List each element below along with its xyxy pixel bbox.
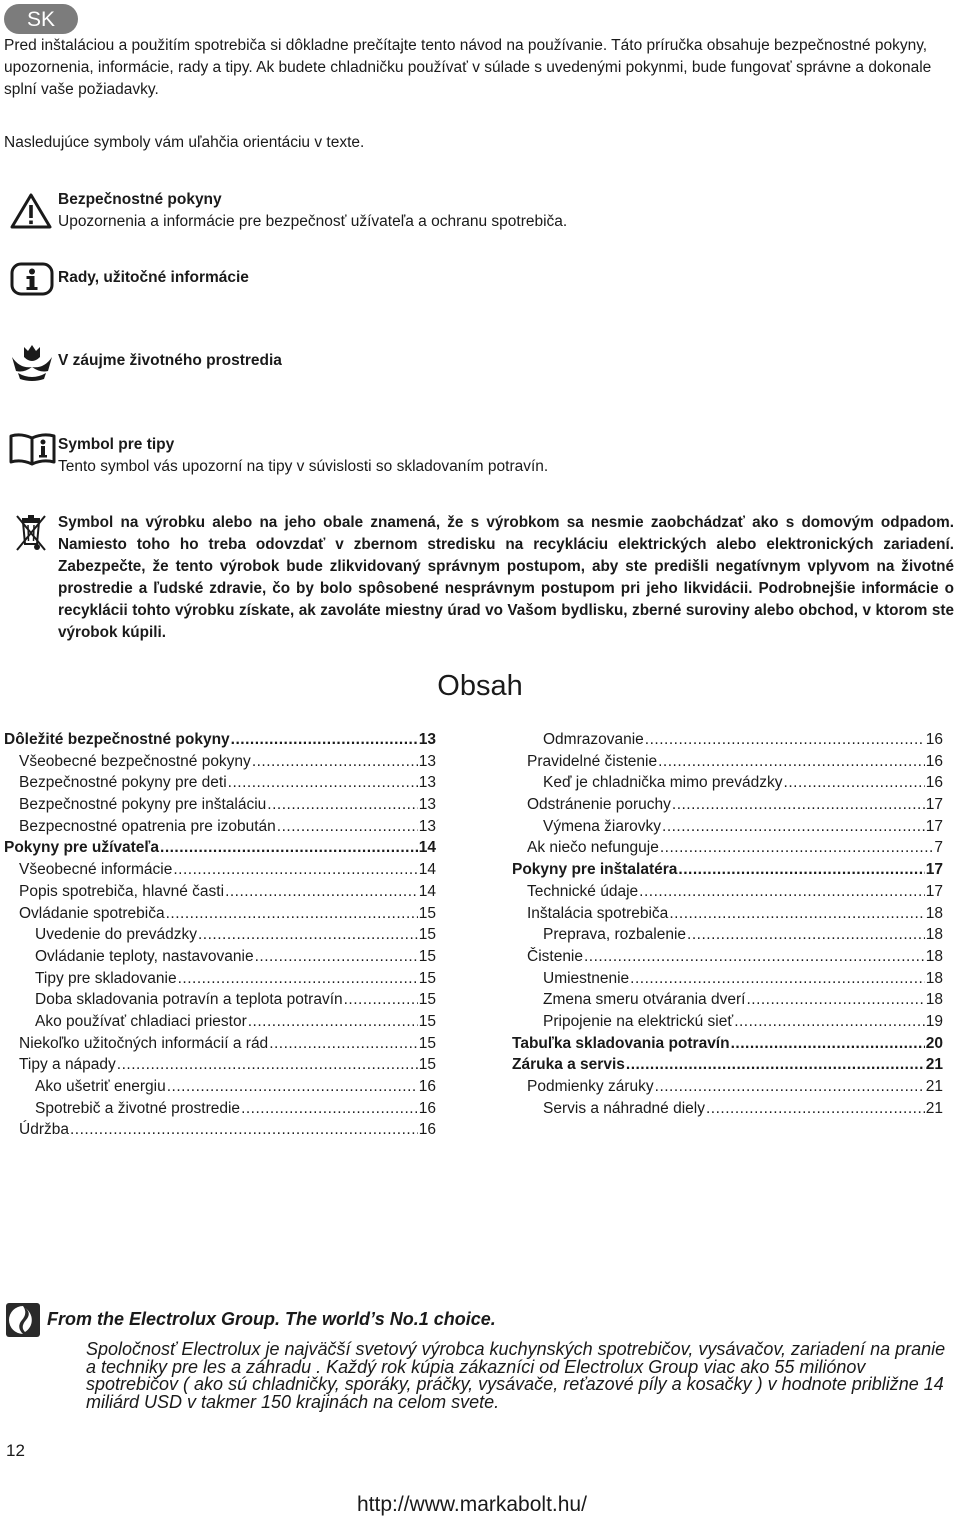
toc-leader-dots (166, 905, 418, 923)
toc-entry (512, 1013, 943, 1035)
toc-entry-page: 21 (925, 1056, 943, 1074)
toc-entry-label: Ovládanie teploty, nastavovanie (35, 947, 254, 965)
toc-entry (512, 1078, 943, 1100)
toc-leader-dots (70, 1121, 418, 1139)
toc-leader-dots (344, 991, 418, 1009)
toc-leader-dots (645, 731, 925, 749)
toc-leader-dots (655, 1078, 925, 1096)
toc-entry (4, 731, 436, 753)
toc-entry (4, 839, 436, 861)
toc-entry-page: 16 (418, 1099, 436, 1117)
toc-leader-dots (252, 753, 418, 771)
toc-leader-dots (277, 818, 418, 836)
toc-entry (4, 905, 436, 927)
toc-entry-page: 16 (925, 752, 943, 770)
toc-entry-label: Niekoľko užitočných informácií a rád (19, 1034, 269, 1052)
toc-entry-label: Umiestnenie (543, 969, 630, 987)
toc-leader-dots (669, 905, 924, 923)
toc-entry-page: 14 (418, 861, 436, 879)
toc-leader-dots (167, 1078, 418, 1096)
toc-entry (512, 861, 943, 883)
crossed-bin-icon (14, 512, 48, 554)
toc-entry (512, 1056, 943, 1078)
toc-entry-label: Preprava, rozbalenie (543, 926, 687, 944)
toc-entry-label: Výmena žiarovky (543, 817, 662, 835)
toc-entry-page: 18 (925, 904, 943, 922)
toc-leader-dots (660, 839, 934, 857)
toc-entry (4, 818, 436, 840)
toc-entry (4, 991, 436, 1013)
toc-entry-page: 13 (418, 752, 436, 770)
toc-entry (512, 774, 943, 796)
toc-entry (512, 905, 943, 927)
toc-entry-page: 15 (418, 947, 436, 965)
toc-leader-dots (173, 861, 417, 879)
toc-entry-label: Odmrazovanie (543, 731, 644, 748)
toc-entry-label: Tipy pre skladovanie (35, 969, 177, 987)
toc-entry-page: 15 (418, 1056, 436, 1074)
toc-entry (4, 1121, 436, 1143)
toc-entry-label: Uvedenie do prevádzky (35, 926, 197, 944)
toc-leader-dots (117, 1056, 418, 1074)
toc-entry-label: Bezpečnostné pokyny pre deti (19, 774, 227, 792)
toc-entry (4, 774, 436, 796)
toc-leader-dots (734, 1013, 925, 1031)
toc-leader-dots (630, 970, 925, 988)
toc-entry-page: 17 (925, 817, 943, 835)
intro-paragraph: Pred inštaláciou a použitím spotrebiča si dôkladne prečítajte tento návod na používanie. Táto príručka obsahuje bezpečnostné pokyny, upozornenia, informácie, rady a tipy. Ak budete chladničku používať v súlade s uvedenými pokynmi, bude fungovať správne a dokonale splní vaše požiadavky. (4, 37, 932, 98)
toc-entry (512, 1035, 943, 1057)
toc-entry-page: 16 (925, 774, 943, 792)
safety-symbol-title: Bezpečnostné pokyny (58, 191, 222, 208)
toc-entry-page: 15 (418, 1034, 436, 1052)
toc-entry (512, 753, 943, 775)
toc-entry (512, 970, 943, 992)
toc-leader-dots (241, 1100, 418, 1118)
toc-entry-page: 21 (925, 1099, 943, 1117)
toc-entry-label: Údržba (19, 1121, 69, 1139)
toc-left-column (4, 731, 436, 1143)
toc-entry-label: Tabuľka skladovania potravín (512, 1034, 730, 1052)
toc-entry-page: 18 (925, 969, 943, 987)
toc-leader-dots (639, 883, 925, 901)
book-info-icon (8, 432, 58, 468)
warning-triangle-icon (10, 193, 52, 229)
toc-entry (4, 1056, 436, 1078)
toc-leader-dots (255, 948, 418, 966)
toc-entry-label: Ovládanie spotrebiča (19, 904, 165, 922)
toc-entry-page: 13 (418, 817, 436, 835)
toc-entry-label: Pripojenie na elektrickú sieť (543, 1012, 734, 1030)
toc-leader-dots (746, 991, 924, 1009)
toc-entry (512, 1100, 943, 1122)
toc-right-column (512, 731, 943, 1121)
toc-entry-page: 15 (418, 991, 436, 1009)
toc-entry-label: Inštalácia spotrebiča (527, 904, 669, 922)
toc-entry (512, 926, 943, 948)
toc-entry-page: 13 (418, 774, 436, 792)
toc-entry (4, 1013, 436, 1035)
toc-leader-dots (225, 883, 418, 901)
language-badge: SK (4, 4, 78, 34)
toc-entry (512, 991, 943, 1013)
toc-entry-label: Všeobecné bezpečnostné pokyny (19, 752, 251, 770)
toc-entry-label: Podmienky záruky (527, 1078, 654, 1095)
toc-entry (4, 1078, 436, 1100)
toc-entry (4, 1035, 436, 1057)
toc-entry-page: 16 (418, 1121, 436, 1139)
toc-entry (4, 970, 436, 992)
toc-leader-dots (160, 839, 418, 857)
weee-disposal-text: Symbol na výrobku alebo na jeho obale znamená, že s výrobkom sa nesmie zaobchádzať ako s domovým odpadom. Namiesto toho ho treba odovzdať v zbernom stredisku na recykláciu elektrických alebo elektronických zariadení. Zabezpečte, že tento výrobok bude zlikvidovaný správnym postupom, aby ste predišli negatívnym vplyvom na životné prostredie a ľudské zdravie, čo by bolo spôsobené nesprávnym postupom pri jeho likvidácii. Podrobnejšie informácie o recyklácii tohto výrobku získate, ak zavoláte miestny úrad vo Vašom bydlisku, zberné suroviny alebo obchod, v ktorom ste výrobok kúpili. (58, 514, 954, 641)
toc-entry-label: Všeobecné informácie (19, 861, 173, 879)
toc-entry-page: 17 (925, 861, 943, 879)
toc-entry-label: Dôležité bezpečnostné pokyny (4, 731, 230, 748)
info-icon (10, 262, 54, 296)
toc-entry-page: 14 (418, 839, 436, 857)
toc-entry-label: Ako ušetriť energiu (35, 1078, 166, 1095)
toc-entry-page: 16 (418, 1078, 436, 1095)
toc-heading: Obsah (437, 670, 523, 702)
toc-entry (4, 861, 436, 883)
toc-entry (512, 731, 943, 753)
toc-leader-dots (584, 948, 925, 966)
toc-entry-page: 15 (418, 969, 436, 987)
toc-leader-dots (784, 774, 925, 792)
toc-entry-label: Doba skladovania potravín a teplota potravín (35, 991, 343, 1009)
toc-entry (4, 948, 436, 970)
toc-leader-dots (658, 753, 925, 771)
toc-entry-page: 21 (925, 1078, 943, 1095)
toc-entry (4, 1100, 436, 1122)
toc-entry (4, 883, 436, 905)
environment-symbol-title: V záujme životného prostredia (58, 352, 282, 369)
toc-entry-page: 18 (925, 947, 943, 965)
toc-entry-page: 15 (418, 926, 436, 944)
footer-headline: From the Electrolux Group. The world’s No.1 choice. (47, 1309, 496, 1329)
toc-leader-dots (731, 1035, 925, 1053)
toc-entry-label: Technické údaje (527, 882, 639, 900)
toc-entry (4, 796, 436, 818)
toc-entry-page: 19 (925, 1012, 943, 1030)
toc-entry (512, 839, 943, 861)
toc-leader-dots (267, 796, 417, 814)
toc-entry-page: 16 (925, 731, 943, 748)
toc-entry (512, 883, 943, 905)
toc-entry-label: Ako používať chladiaci priestor (35, 1012, 247, 1030)
toc-entry-label: Pravidelné čistenie (527, 752, 658, 770)
toc-entry (512, 948, 943, 970)
toc-entry-label: Pokyny pre inštalatéra (512, 861, 678, 879)
toc-leader-dots (672, 796, 925, 814)
leaf-hand-icon (10, 343, 54, 381)
toc-entry-page: 17 (925, 882, 943, 900)
toc-entry-page: 18 (925, 991, 943, 1009)
toc-entry-label: Tipy a nápady (19, 1056, 116, 1074)
toc-entry-label: Bezpecnostné opatrenia pre izobután (19, 817, 276, 835)
tips-symbol-text: Tento symbol vás upozorní na tipy v súvislosti so skladovaním potravín. (58, 458, 549, 475)
toc-entry (512, 796, 943, 818)
toc-entry (4, 753, 436, 775)
page-number: 12 (6, 1441, 25, 1460)
toc-leader-dots (178, 970, 418, 988)
toc-entry-page: 18 (925, 926, 943, 944)
toc-entry-label: Bezpečnostné pokyny pre inštaláciu (19, 796, 267, 814)
toc-entry-label: Zmena smeru otvárania dverí (543, 991, 746, 1009)
toc-entry-label: Čistenie (527, 947, 583, 965)
toc-entry-label: Pokyny pre užívateľa (4, 839, 160, 857)
toc-leader-dots (198, 926, 418, 944)
electrolux-logo-icon (6, 1303, 40, 1337)
toc-entry (4, 926, 436, 948)
safety-symbol-text: Upozornenia a informácie pre bezpečnosť užívateľa a ochranu spotrebiča. (58, 213, 568, 230)
toc-entry-label: Odstránenie poruchy (527, 796, 671, 814)
toc-entry-label: Záruka a servis (512, 1056, 625, 1074)
symbols-intro: Nasledujúce symboly vám uľahčia orientáciu v texte. (4, 134, 365, 151)
toc-entry-label: Spotrebič a životné prostredie (35, 1099, 241, 1117)
toc-entry-page: 13 (418, 796, 436, 814)
toc-entry-label: Ak niečo nefunguje (527, 839, 659, 857)
toc-leader-dots (662, 818, 925, 836)
toc-leader-dots (706, 1100, 925, 1118)
tips-symbol-title: Symbol pre tipy (58, 436, 175, 453)
toc-leader-dots (678, 861, 924, 879)
toc-entry (512, 818, 943, 840)
toc-entry-label: Popis spotrebiča, hlavné časti (19, 882, 225, 900)
footer-body: Spoločnosť Electrolux je najväčší svetový výrobca kuchynských spotrebičov, vysávačov, zariadení na pranie a techniky pre les a záhradu . Každý rok kúpia zákazníci od Electrolux Group viac ako 55 miliónov spotrebičov ( ako sú chladničky, sporáky, práčky, vysávače, reťazové píly a kosačky ) v hodnote približne 14 miliárd USD v takmer 150 krajinách na celom svete. (86, 1339, 946, 1412)
source-url: http://www.markabolt.hu/ (357, 1493, 587, 1516)
toc-leader-dots (687, 926, 925, 944)
toc-entry-page: 20 (925, 1034, 943, 1052)
toc-entry-page: 15 (418, 1012, 436, 1030)
toc-entry-page: 17 (925, 796, 943, 814)
toc-entry-page: 14 (418, 882, 436, 900)
toc-entry-label: Servis a náhradné diely (543, 1099, 705, 1117)
toc-entry-page: 7 (934, 839, 943, 857)
toc-leader-dots (269, 1035, 418, 1053)
info-symbol-title: Rady, užitočné informácie (58, 269, 249, 286)
toc-leader-dots (248, 1013, 418, 1031)
toc-entry-page: 15 (418, 904, 436, 922)
toc-leader-dots (231, 731, 418, 749)
toc-leader-dots (228, 774, 418, 792)
toc-entry-label: Keď je chladnička mimo prevádzky (543, 774, 783, 792)
toc-leader-dots (626, 1056, 925, 1074)
toc-entry-page: 13 (418, 731, 436, 748)
